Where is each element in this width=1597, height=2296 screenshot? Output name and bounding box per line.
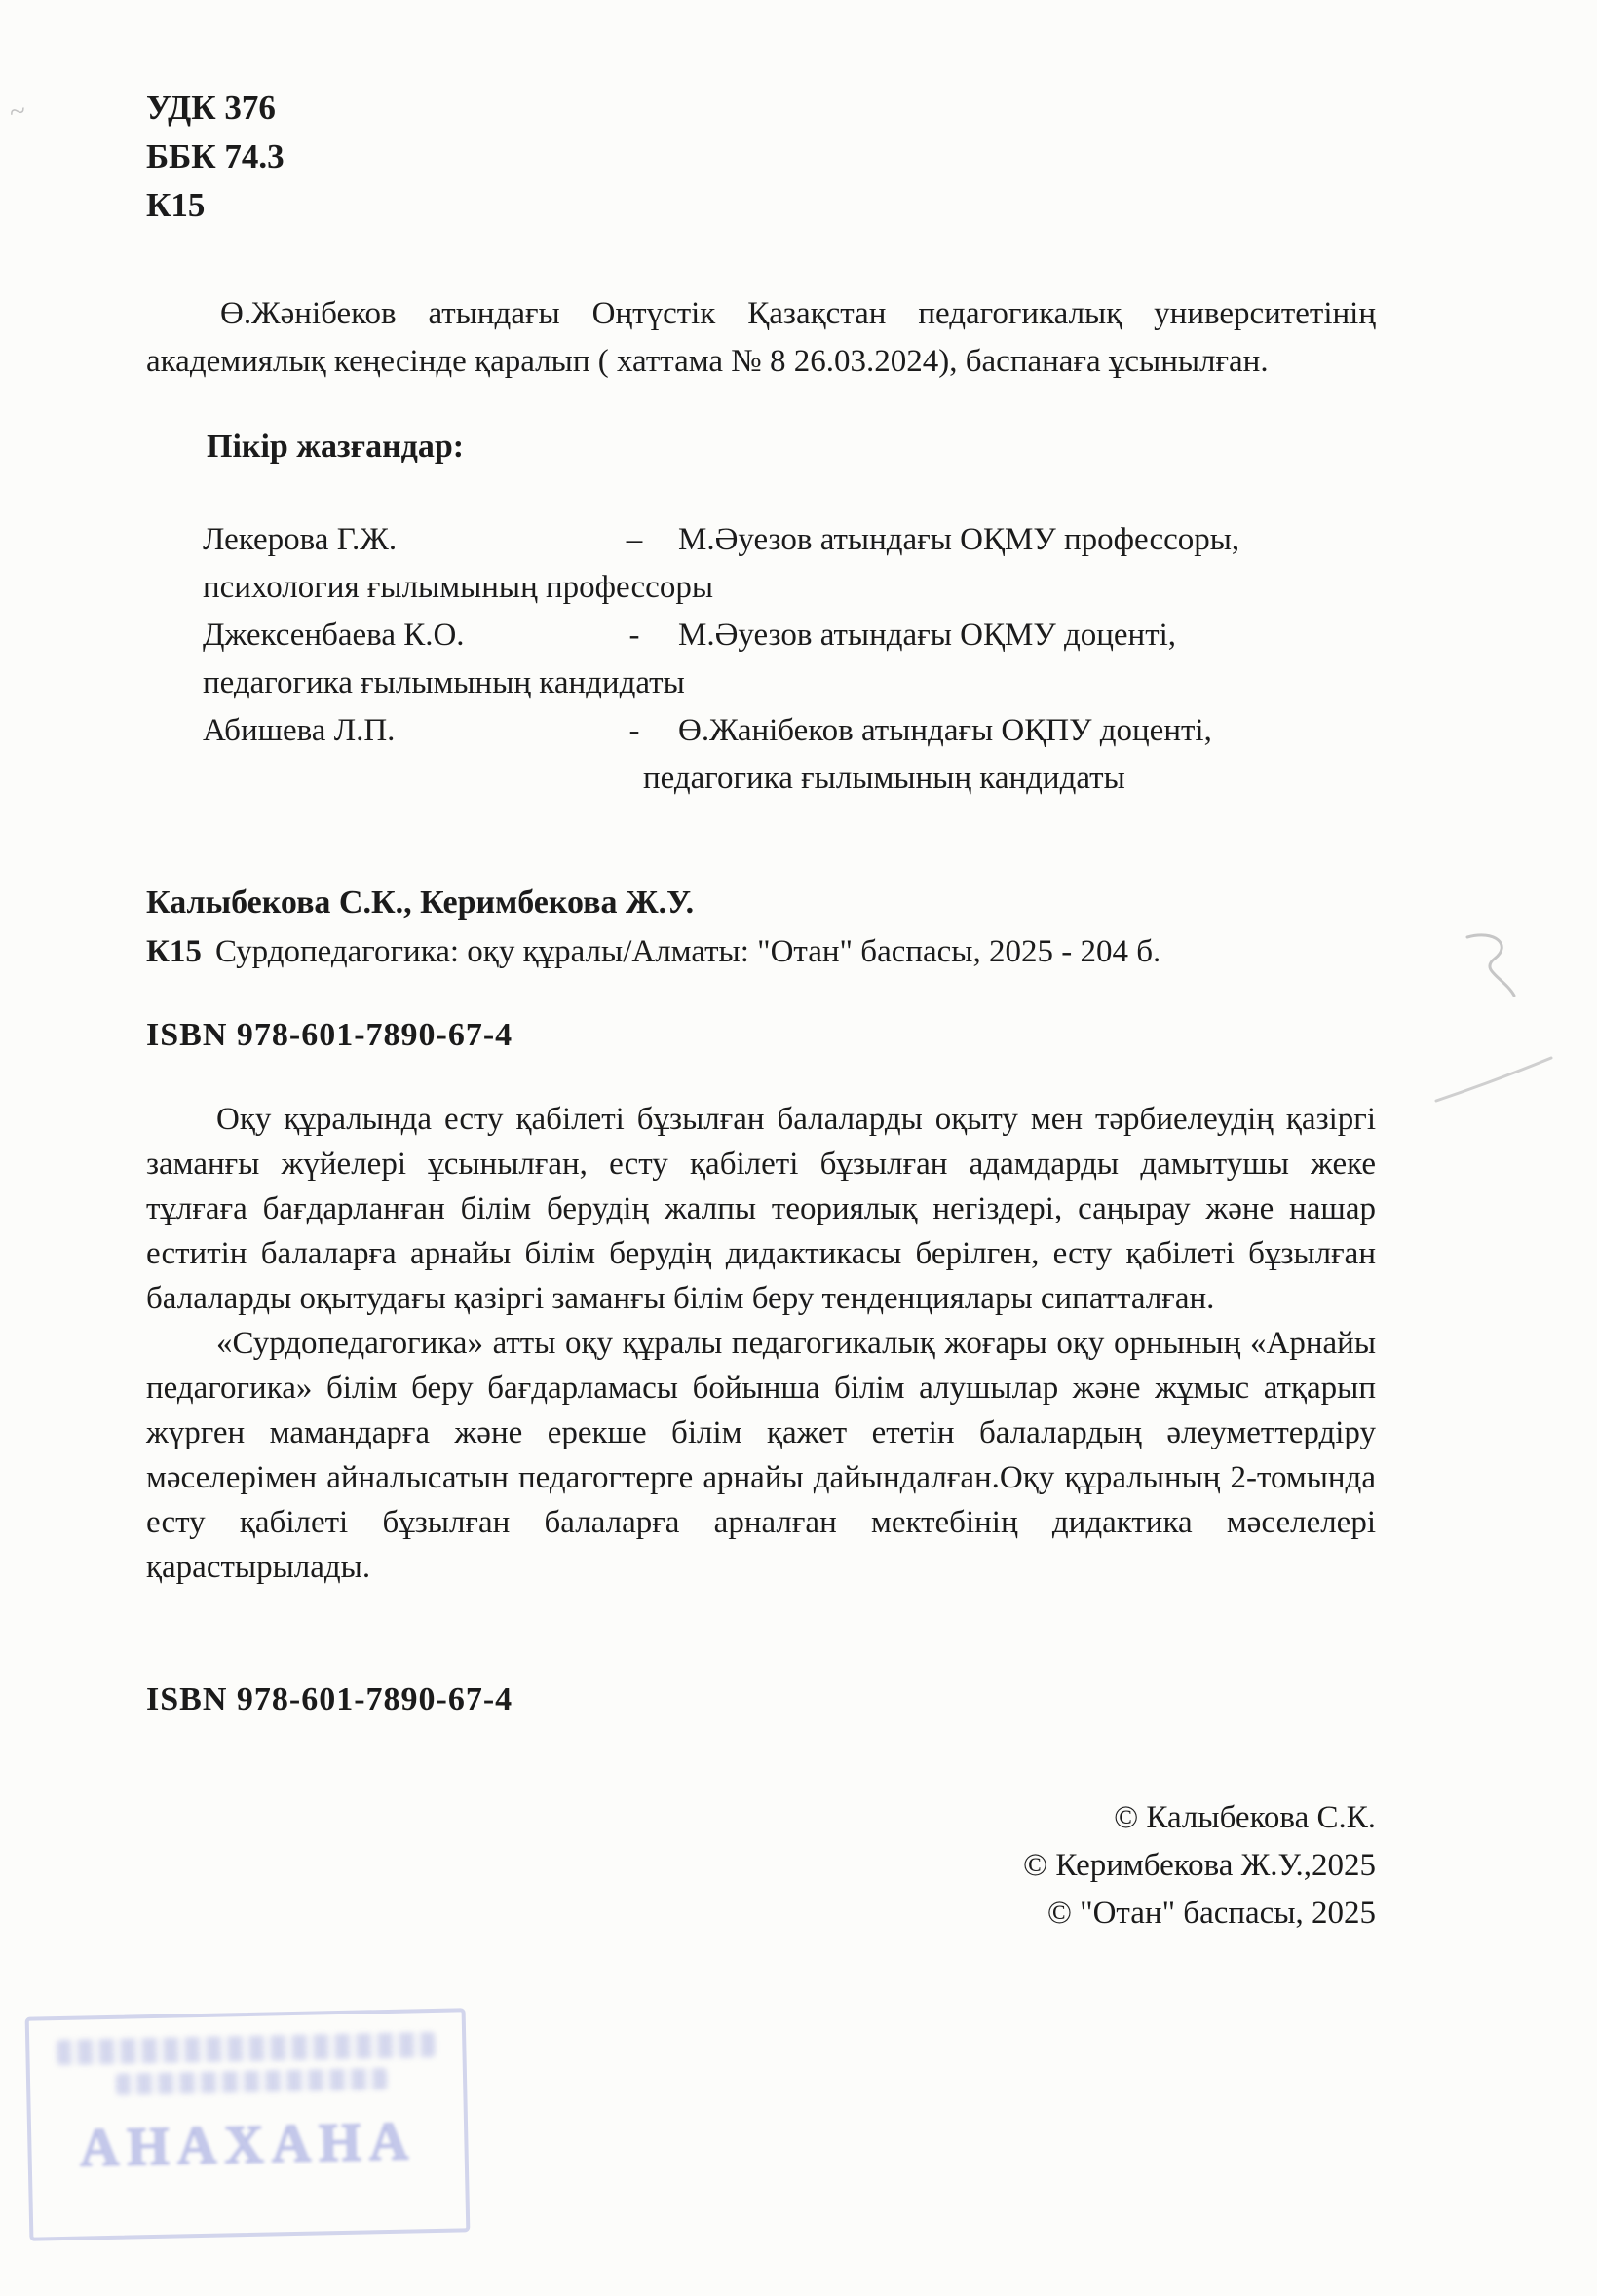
isbn-line-repeat: ISBN 978-601-7890-67-4 — [146, 1681, 513, 1717]
reviewer-row — [203, 707, 1378, 755]
reviewer-affiliation-continued: педагогика ғылымының кандидаты — [203, 665, 685, 700]
reviewer-affiliation: М.Әуезов атындағы ОҚМУ профессоры, — [678, 522, 1240, 557]
copyright-line: © "Отан" баспасы, 2025 — [1046, 1896, 1376, 1931]
approval-paragraph: Ө.Жәнібеков атындағы Оңтүстік Қазақстан педагогикалық университетінің академиялық кеңесінде қаралып ( хаттама № 8 26.03.2024), баспанаға ұсынылған. — [146, 296, 1376, 379]
reviewer-affiliation-continued: психология ғылымының профессоры — [203, 570, 713, 605]
page-content — [146, 0, 1376, 1938]
reviewers-heading: Пікір жазғандар: — [207, 429, 465, 465]
annotation-paragraph-1: Оқу құралында есту қабілеті бұзылған балаларды оқыту мен тәрбиелеудің қазіргі заманғы жүйелері ұсынылған, есту қабілеті бұзылған адамдарды дамытушы жеке тұлғаға бағдарланған білім берудің жалпы теориялық негіздері, саңырау және нашар еститін балаларға арнайы білім берудің дидактикасы берілген, есту қабілеті бұзылған балаларды оқытудағы қазіргі заманғы білім беру тенденциялары сипатталған. — [146, 1102, 1376, 1316]
copyright-line: © Калыбекова С.К. — [1114, 1800, 1376, 1835]
annotation — [146, 1097, 1376, 1590]
catalog-entry — [146, 927, 1376, 976]
copyright-line: © Керимбекова Ж.У.,2025 — [1023, 1848, 1376, 1883]
reviewer-affiliation: Ө.Жанібеков атындағы ОҚПУ доценті, — [678, 713, 1212, 748]
scan-artifact: ~ — [7, 94, 28, 130]
stamp-word: АНАХАНА — [79, 2111, 417, 2179]
classification-codes — [146, 84, 1376, 230]
library-stamp — [25, 2008, 471, 2240]
stamp-illegible-line — [116, 2068, 387, 2095]
catalog-description: Сурдопедагогика: оқу құралы/Алматы: "Отан" баспасы, 2025 - 204 б. — [214, 934, 1161, 969]
udk-code: УДК 376 — [146, 89, 276, 127]
reviewer-row — [203, 612, 1378, 659]
reviewer-name: Лекерова Г.Ж. — [203, 522, 398, 557]
annotation-paragraph-2: «Сурдопедагогика» атты оқу құралы педагогикалық жоғары оқу орнының «Арнайы педагогика» білім беру бағдарламасы бойынша білім алушылар және жұмыс атқарып жүрген мамандарға және ерекше білім қажет ететін балалардың әлеуметтердіру мәселерімен айналысатын педагогтерге арнайы дайындалған.Оқу құралының 2-томында есту қабілеті бұзылған балаларға арналған мектебінің дидактика мәселелері қарастырылады. — [146, 1326, 1376, 1585]
reviewers-list — [203, 516, 1378, 803]
reviewer-affiliation: М.Әуезов атындағы ОҚМУ доценті, — [678, 618, 1177, 653]
copyright-block — [146, 1794, 1376, 1938]
stamp-illegible-line — [57, 2032, 435, 2065]
reviewer-dash: - — [628, 713, 640, 748]
reviewer-dash: – — [626, 522, 643, 557]
catalog-code: К15 — [146, 934, 202, 969]
bbk-code: ББК 74.3 — [146, 137, 285, 175]
reviewer-affiliation-continued: педагогика ғылымының кандидаты — [643, 761, 1125, 796]
reviewer-row — [203, 516, 1378, 564]
author-sign-code: К15 — [146, 186, 206, 224]
reviewer-name: Джексенбаева К.О. — [203, 618, 465, 653]
scan-artifact — [1430, 1050, 1557, 1109]
reviewer-dash: - — [628, 618, 640, 653]
isbn-line: ISBN 978-601-7890-67-4 — [146, 1017, 513, 1053]
scan-artifact — [1456, 927, 1524, 1005]
authors-line: Калыбекова С.К., Керимбекова Ж.У. — [146, 885, 695, 921]
reviewer-name: Абишева Л.П. — [203, 713, 396, 748]
